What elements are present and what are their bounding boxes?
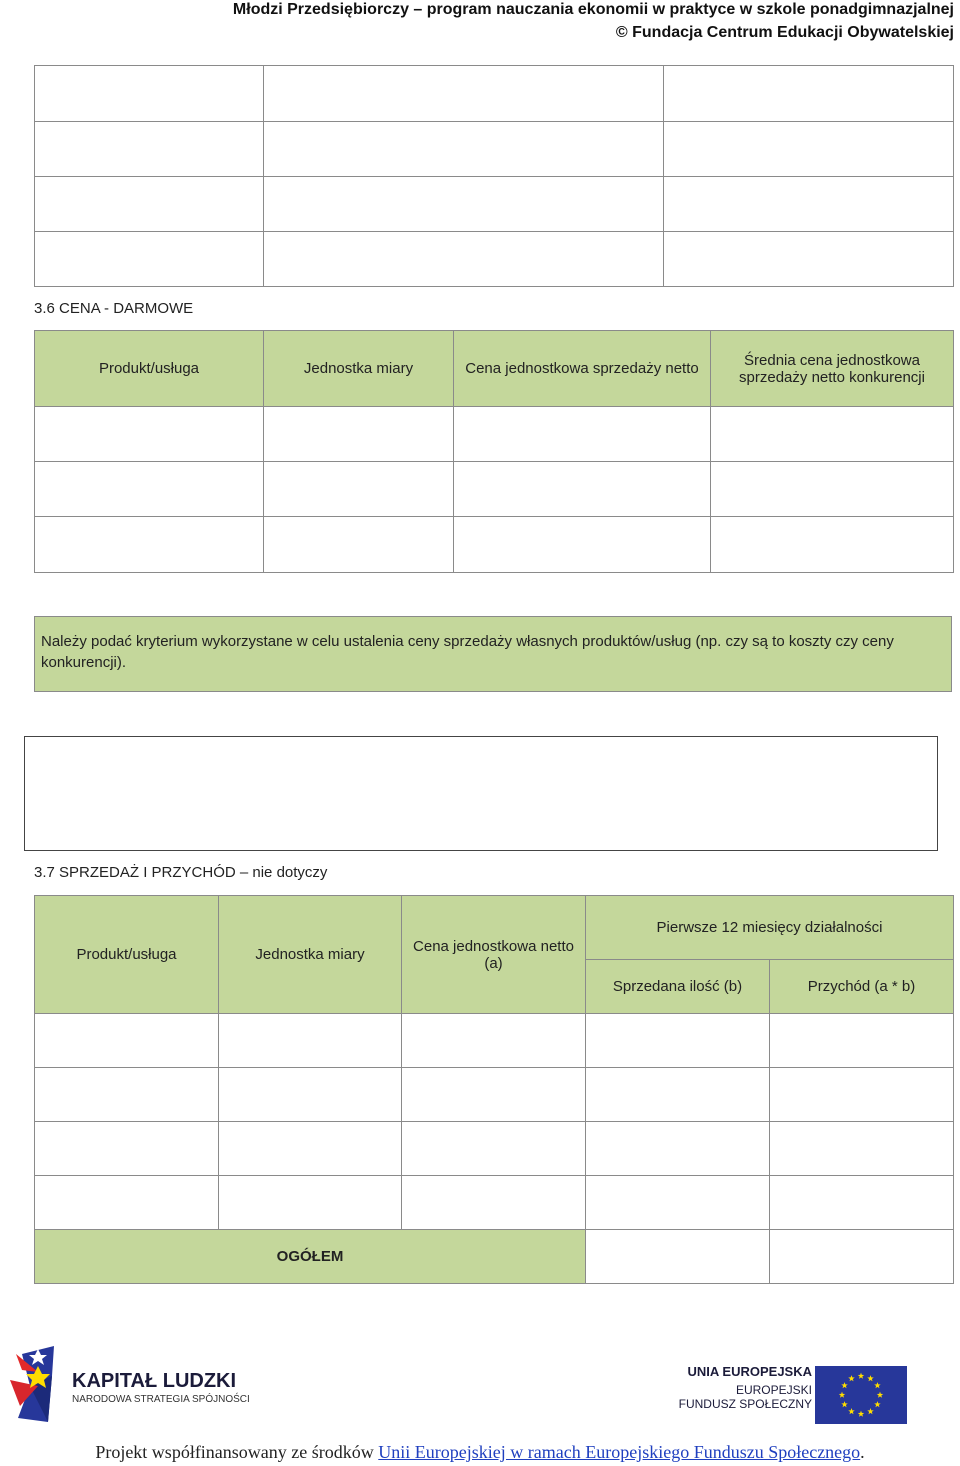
eu-flag-icon — [815, 1366, 907, 1424]
logo-title: KAPITAŁ LUDZKI — [72, 1370, 237, 1392]
table-cell[interactable] — [664, 177, 954, 232]
table-cell[interactable] — [770, 1068, 954, 1122]
table-cell[interactable] — [219, 1176, 402, 1230]
table-cell[interactable] — [402, 1014, 586, 1068]
table-cell[interactable] — [664, 122, 954, 177]
total-label: OGÓŁEM — [35, 1230, 586, 1284]
table-cell[interactable] — [664, 232, 954, 287]
table-row — [35, 407, 954, 462]
table-cell[interactable] — [770, 1014, 954, 1068]
logo-subtitle: NARODOWA STRATEGIA SPÓJNOŚCI — [72, 1394, 250, 1405]
col-header-unit: Jednostka miary — [219, 896, 402, 1014]
table-cell[interactable] — [35, 462, 264, 517]
table-cell[interactable] — [35, 122, 264, 177]
table-cell[interactable] — [35, 1176, 219, 1230]
total-quantity-cell[interactable] — [586, 1230, 770, 1284]
table-cell[interactable] — [586, 1176, 770, 1230]
table-cell[interactable] — [770, 1122, 954, 1176]
col-header-competitor-price: Średnia cena jednostkowa sprzedaży netto konkurencji — [711, 331, 954, 407]
eu-sub1: EUROPEJSKI — [735, 1383, 812, 1397]
table-row — [35, 1014, 954, 1068]
table-row — [35, 1176, 954, 1230]
table-cell[interactable] — [586, 1068, 770, 1122]
table-cell[interactable] — [454, 407, 711, 462]
section-title-sales: 3.7 SPRZEDAŻ I PRZYCHÓD – nie dotyczy — [34, 864, 328, 881]
col-header-first-12-months: Pierwsze 12 miesięcy działalności — [586, 896, 954, 960]
table-cell[interactable] — [770, 1176, 954, 1230]
table-cell[interactable] — [402, 1122, 586, 1176]
col-header-net-price: Cena jednostkowa sprzedaży netto — [454, 331, 711, 407]
eu-text-block — [676, 1364, 812, 1420]
table-cell[interactable] — [586, 1014, 770, 1068]
footer-suffix: . — [860, 1442, 865, 1462]
kapital-ludzki-emblem-icon — [8, 1346, 68, 1424]
table-cell[interactable] — [35, 407, 264, 462]
kapital-ludzki-logo — [8, 1346, 248, 1424]
table-cell[interactable] — [35, 66, 264, 122]
section-title-price: 3.6 CENA - DARMOWE — [34, 300, 194, 317]
sales-table — [34, 895, 954, 1284]
table-cell[interactable] — [586, 1122, 770, 1176]
sales-table-header — [35, 896, 954, 960]
col-header-unit: Jednostka miary — [264, 331, 454, 407]
table-cell[interactable] — [35, 177, 264, 232]
table-cell[interactable] — [35, 517, 264, 573]
previous-table — [34, 65, 954, 287]
footer-cofinancing — [0, 1442, 960, 1463]
price-table-header — [35, 331, 954, 407]
table-cell[interactable] — [264, 177, 664, 232]
footer-link[interactable]: Unii Europejskiej w ramach Europejskiego Funduszu Społecznego — [378, 1442, 861, 1462]
table-cell[interactable] — [402, 1176, 586, 1230]
total-income-cell[interactable] — [770, 1230, 954, 1284]
table-cell[interactable] — [264, 66, 664, 122]
table-cell[interactable] — [664, 66, 954, 122]
table-cell[interactable] — [219, 1122, 402, 1176]
table-cell[interactable] — [264, 517, 454, 573]
eu-title: UNIA EUROPEJSKA — [687, 1364, 812, 1379]
total-row — [35, 1230, 954, 1284]
eu-sub2: FUNDUSZ SPOŁECZNY — [678, 1397, 812, 1411]
table-cell[interactable] — [35, 1068, 219, 1122]
table-cell[interactable] — [35, 1014, 219, 1068]
table-cell[interactable] — [454, 462, 711, 517]
table-cell[interactable] — [264, 462, 454, 517]
table-cell[interactable] — [402, 1068, 586, 1122]
table-cell[interactable] — [264, 407, 454, 462]
col-header-product: Produkt/usługa — [35, 896, 219, 1014]
pricing-criteria-note: Należy podać kryterium wykorzystane w celu ustalenia ceny sprzedaży własnych produktów/usług (np. czy są to koszty czy ceny konkurencji). — [34, 616, 952, 692]
table-row — [35, 517, 954, 573]
table-cell[interactable] — [711, 462, 954, 517]
table-cell[interactable] — [711, 517, 954, 573]
table-row — [35, 1068, 954, 1122]
answer-box[interactable] — [24, 736, 938, 851]
price-table — [34, 330, 954, 573]
table-cell[interactable] — [264, 232, 664, 287]
col-header-net-price: Cena jednostkowa netto (a) — [402, 896, 586, 1014]
doc-header-title: Młodzi Przedsiębiorczy – program nauczania ekonomii w praktyce w szkole ponadgimnazjalnej — [232, 1, 954, 18]
col-header-income: Przychód (a * b) — [770, 960, 954, 1014]
doc-header-copyright: © Fundacja Centrum Edukacji Obywatelskiej — [615, 24, 954, 41]
table-row — [35, 1122, 954, 1176]
table-cell[interactable] — [264, 122, 664, 177]
table-cell[interactable] — [454, 517, 711, 573]
table-cell[interactable] — [219, 1014, 402, 1068]
footer-prefix: Projekt współfinansowany ze środków — [95, 1442, 379, 1462]
table-cell[interactable] — [219, 1068, 402, 1122]
table-cell[interactable] — [35, 232, 264, 287]
table-row — [35, 462, 954, 517]
table-cell[interactable] — [35, 1122, 219, 1176]
table-cell[interactable] — [711, 407, 954, 462]
col-header-product: Produkt/usługa — [35, 331, 264, 407]
col-header-quantity: Sprzedana ilość (b) — [586, 960, 770, 1014]
